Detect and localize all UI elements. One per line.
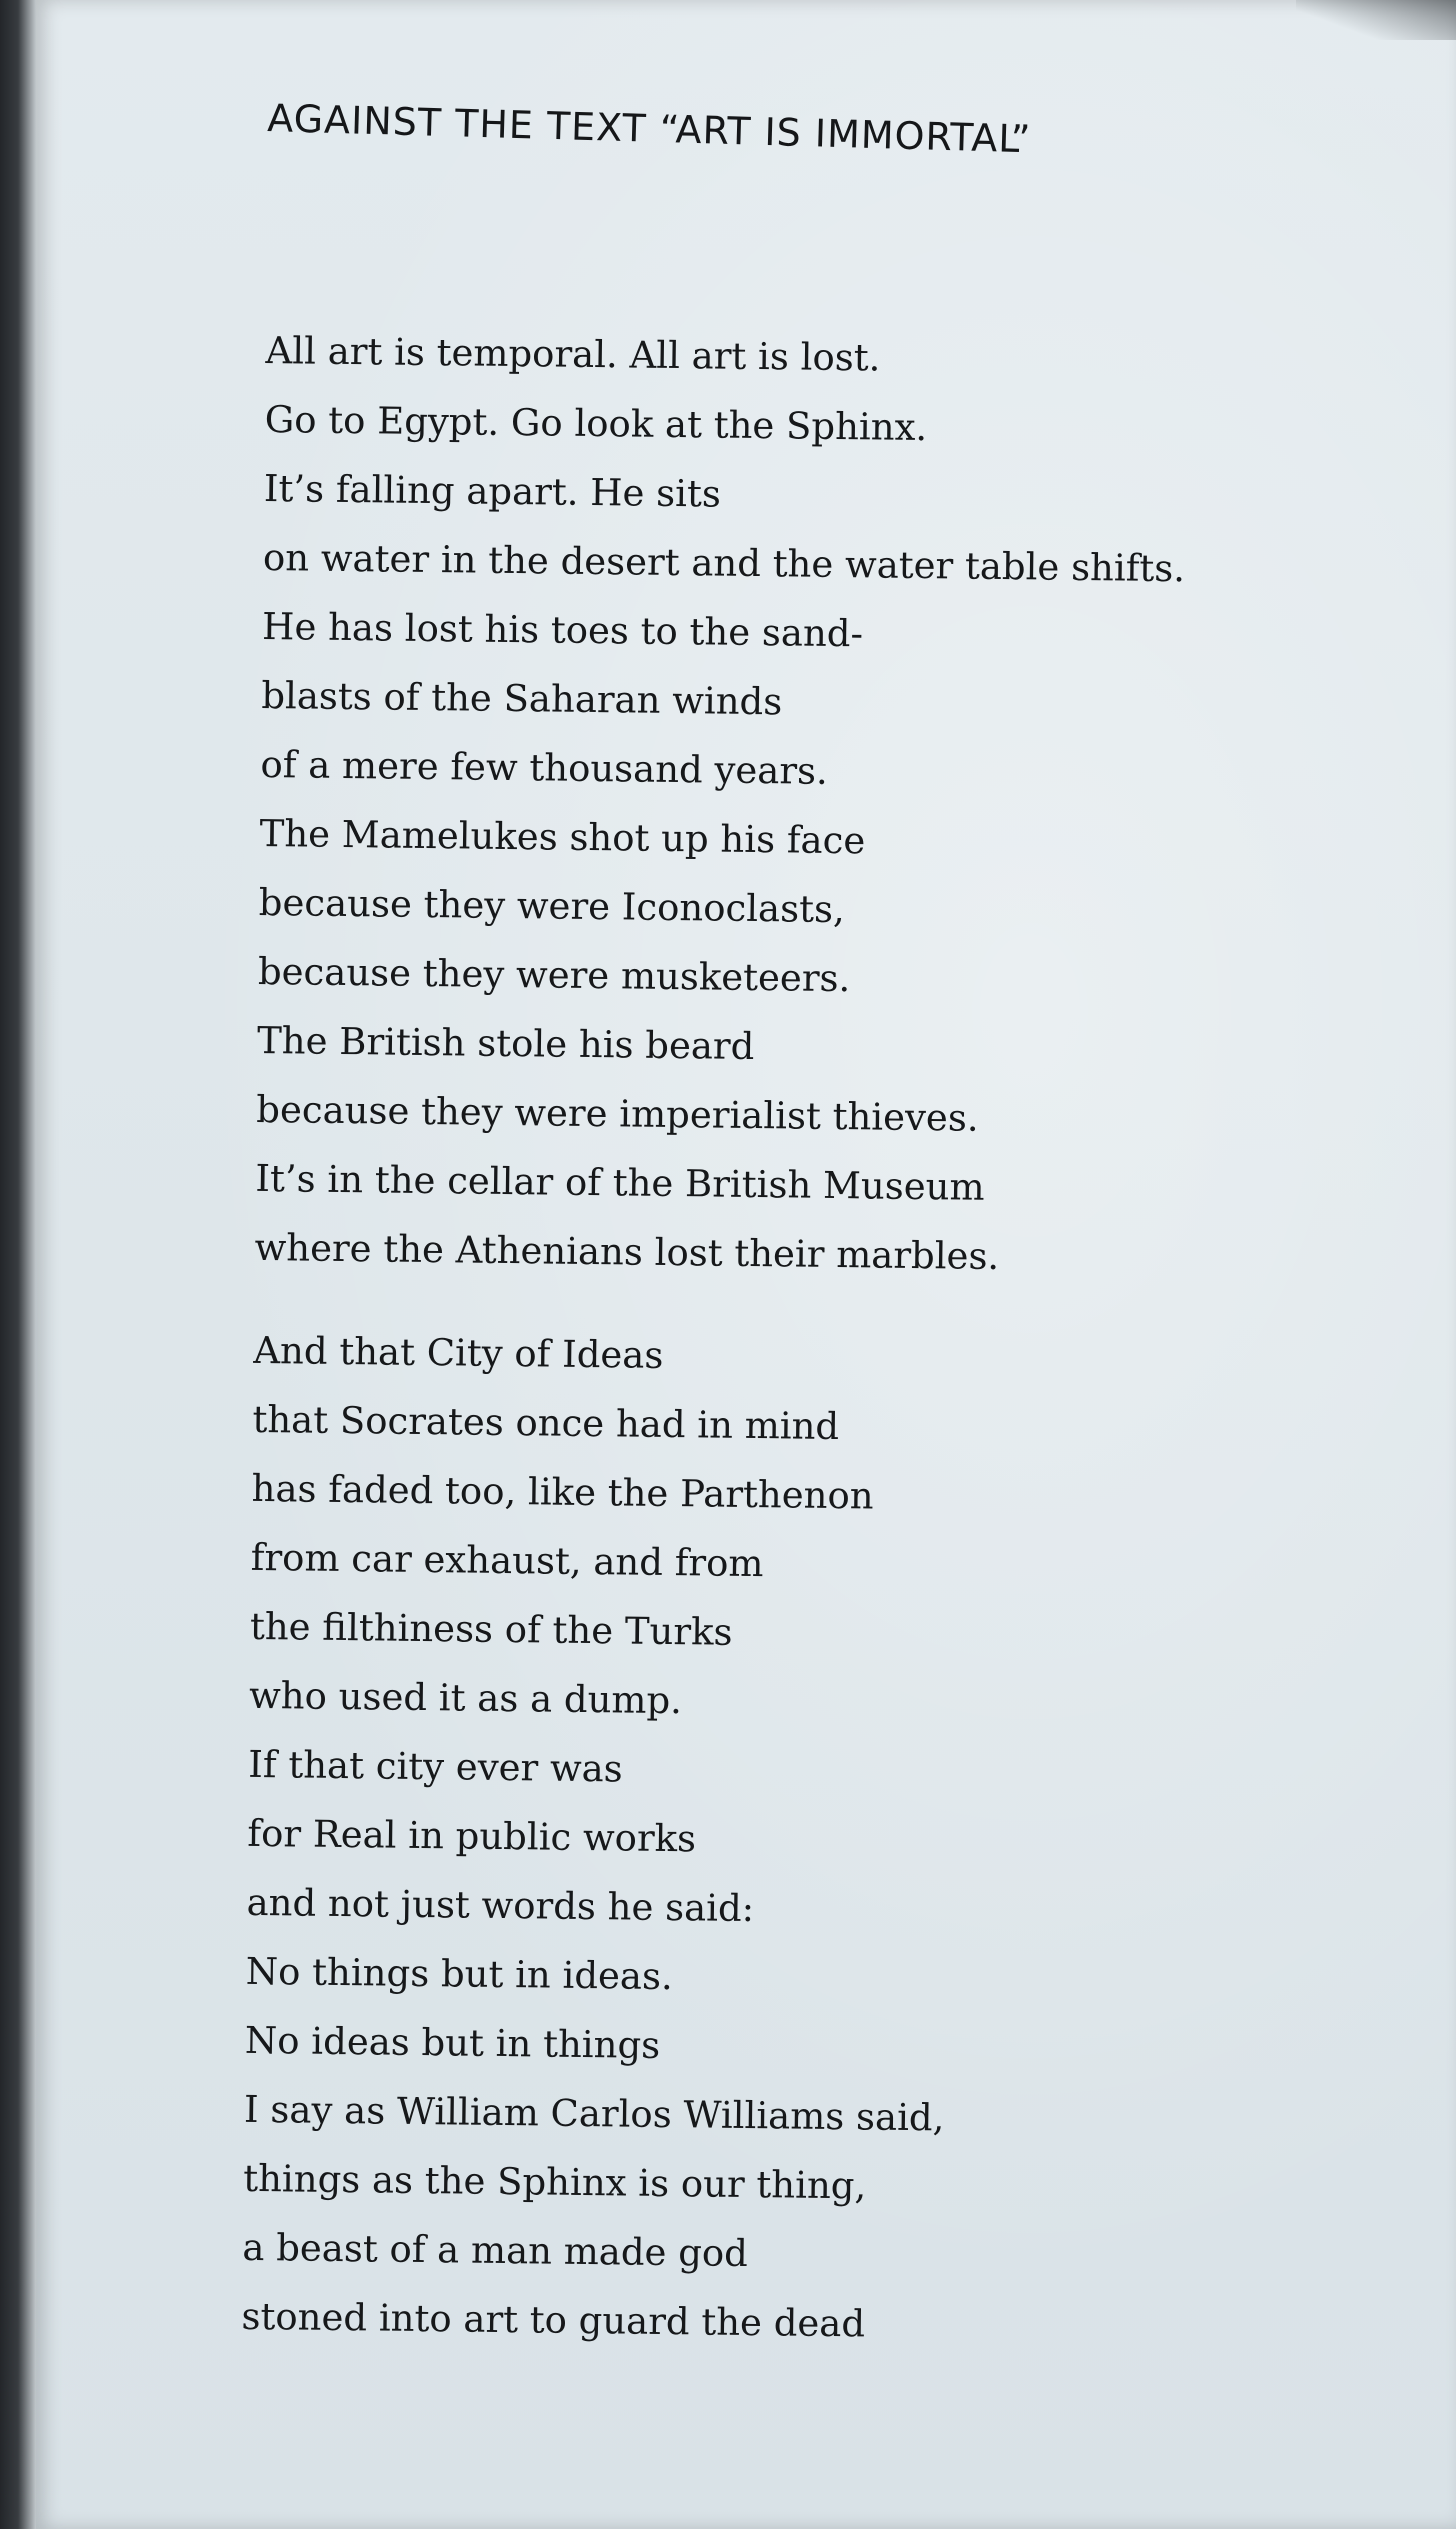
poem-line: has faded too, like the Parthenon bbox=[251, 1466, 874, 1518]
poem-line: from car exhaust, and from bbox=[250, 1535, 764, 1586]
poem-line: I say as William Carlos Williams said, bbox=[243, 2087, 945, 2140]
poem-line: where the Athenians lost their marbles. bbox=[254, 1225, 1000, 1279]
show-through-text bbox=[1196, 355, 1456, 1695]
poem-line: on water in the desert and the water table shifts. bbox=[262, 535, 1186, 591]
page-corner-shadow bbox=[1296, 0, 1456, 40]
poem-line: It’s in the cellar of the British Museum bbox=[255, 1156, 985, 1209]
poem-line: No ideas but in things bbox=[244, 2018, 661, 2067]
stanza-1 bbox=[254, 316, 1188, 1293]
poem-line: for Real in public works bbox=[247, 1811, 697, 1861]
poem-line: things as the Sphinx is our thing, bbox=[242, 2156, 867, 2208]
poem-line: because they were Iconoclasts, bbox=[258, 880, 846, 932]
poem-line: a beast of a man made god bbox=[242, 2225, 749, 2276]
poem-line: If that city ever was bbox=[248, 1742, 623, 1791]
poem-line: The British stole his beard bbox=[256, 1018, 755, 1069]
poem-line: the filthiness of the Turks bbox=[249, 1604, 733, 1654]
stanza-2 bbox=[241, 1316, 1176, 2362]
poem-line: It’s falling apart. He sits bbox=[263, 466, 722, 516]
poem-body bbox=[241, 316, 1188, 2362]
poem-line: and not just words he said: bbox=[246, 1880, 755, 1931]
poem-line: who used it as a dump. bbox=[248, 1673, 683, 1723]
poem-line: No things but in ideas. bbox=[245, 1949, 674, 1999]
poem-line: The Mamelukes shot up his face bbox=[259, 811, 866, 863]
poem-line: stoned into art to guard the dead bbox=[241, 2294, 866, 2346]
poem-line: He has lost his toes to the sand- bbox=[261, 604, 864, 656]
book-page bbox=[36, 0, 1456, 2529]
poem-line: Go to Egypt. Go look at the Sphinx. bbox=[264, 397, 928, 450]
poem-line: that Socrates once had in mind bbox=[252, 1397, 840, 1449]
poem-title: AGAINST THE TEXT “ART IS IMMORTAL” bbox=[266, 96, 1032, 162]
poem-line: because they were musketeers. bbox=[257, 949, 851, 1001]
poem-line: And that City of Ideas bbox=[253, 1328, 664, 1377]
poem-line: All art is temporal. All art is lost. bbox=[265, 328, 881, 380]
poem-line: blasts of the Saharan winds bbox=[261, 673, 783, 724]
poem-line: because they were imperialist thieves. bbox=[256, 1087, 979, 1140]
poem-line: of a mere few thousand years. bbox=[260, 742, 829, 793]
